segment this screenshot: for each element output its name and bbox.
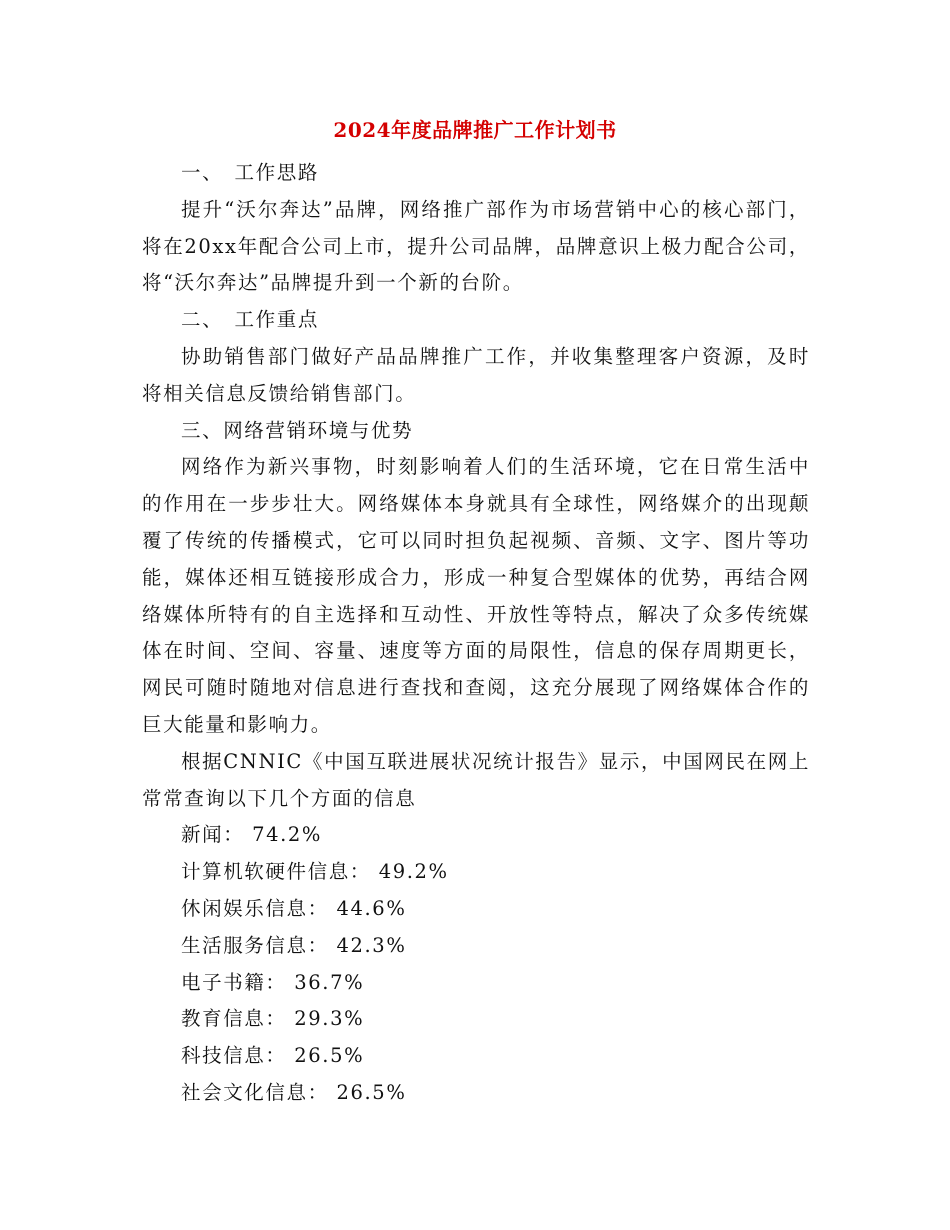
stat-ebooks: 电子书籍： 36.7%: [181, 970, 365, 994]
stat-news: 新闻： 74.2%: [181, 823, 323, 847]
paragraph-work-focus: 协助销售部门做好产品品牌推广工作，并收集整理客户资源，及时将相关信息反馈给销售部门。: [142, 344, 810, 405]
stat-software-hardware: 计算机软硬件信息： 49.2%: [181, 860, 449, 884]
stat-entertainment: 休闲娱乐信息： 44.6%: [181, 896, 407, 920]
paragraph-work-approach: 提升“沃尔奔达”品牌，网络推广部作为市场营销中心的核心部门，将在20xx年配合公司上市，提升公司品牌，品牌意识上极力配合公司，将“沃尔奔达”品牌提升到一个新的台阶。: [142, 197, 810, 295]
stat-technology: 科技信息： 26.5%: [181, 1044, 365, 1068]
section-heading-2: 二、 工作重点: [181, 308, 319, 332]
document-body: [142, 155, 810, 1112]
paragraph-network-environment: 网络作为新兴事物，时刻影响着人们的生活环境，它在日常生活中的作用在一步步壮大。网络媒体本身就具有全球性，网络媒介的出现颠覆了传统的传播模式，它可以同时担负起视频、音频、文字、图片等功能，媒体还相互链接形成合力，形成一种复合型媒体的优势，再结合网络媒体所特有的自主选择和互动性、开放性等特点，解决了众多传统媒体在时间、空间、容量、速度等方面的局限性，信息的保存周期更长，网民可随时随地对信息进行查找和查阅，这充分展现了网络媒体合作的巨大能量和影响力。: [142, 455, 810, 736]
stat-social-culture: 社会文化信息： 26.5%: [181, 1080, 407, 1104]
stat-life-services: 生活服务信息： 42.3%: [181, 933, 407, 957]
section-heading-1: 一、 工作思路: [181, 161, 319, 184]
paragraph-cnnic-report: 根据CNNIC《中国互联进展状况统计报告》显示，中国网民在网上常常查询以下几个方面的信息: [142, 749, 810, 810]
section-heading-3: 三、网络营销环境与优势: [181, 418, 414, 442]
document-title: 2024年度品牌推广工作计划书: [333, 118, 617, 142]
stat-education: 教育信息： 29.3%: [181, 1007, 365, 1031]
